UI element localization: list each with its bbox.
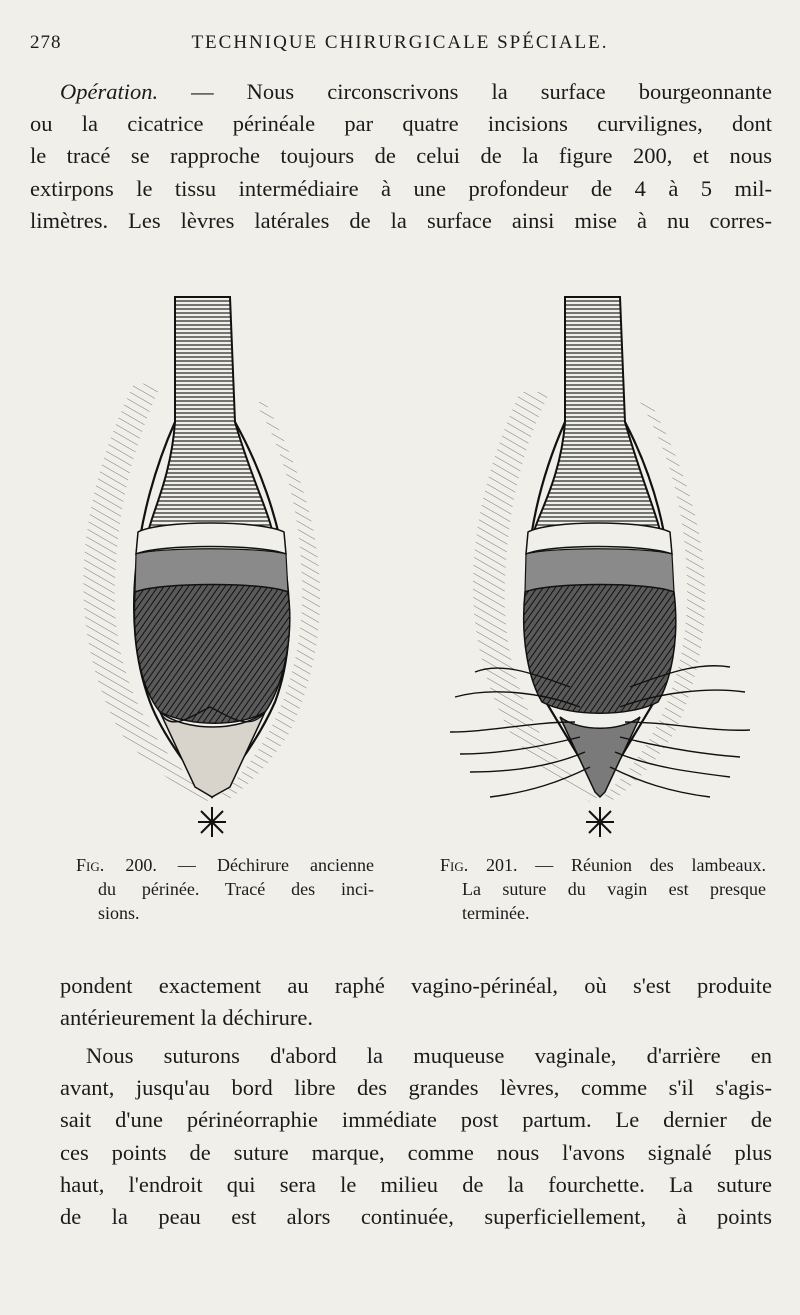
running-header bbox=[30, 32, 770, 58]
perineum-tear-engraving bbox=[40, 292, 380, 842]
text-line: antérieurement la déchirure. bbox=[60, 1005, 313, 1031]
text-line: pondent exactement au raphé vagino-périnéal, où s'est produite bbox=[60, 973, 772, 998]
figure-number: Fig. 200. bbox=[76, 855, 157, 875]
operation-heading: Opération. bbox=[60, 79, 159, 104]
caption-text: terminée. bbox=[462, 903, 530, 923]
text-line: extirpons le tissu intermédiaire à une profondeur de 4 à 5 mil- bbox=[30, 175, 772, 201]
figure-201-caption bbox=[440, 853, 766, 925]
text-line: ou la cicatrice périnéale par quatre incisions curvilignes, dont bbox=[30, 111, 772, 137]
figure-200-illustration bbox=[40, 292, 380, 842]
paragraph-operation bbox=[30, 76, 772, 237]
paragraph-continuation bbox=[60, 970, 772, 1034]
text-line: Nous suturons d'abord la muqueuse vaginale, d'arrière en bbox=[86, 1043, 772, 1068]
caption-text: du périnée. Tracé des inci- bbox=[98, 879, 374, 899]
text-line: limètres. Les lèvres latérales de la surface ainsi mise à nu corres- bbox=[30, 207, 772, 233]
text-line: sait d'une périnéorraphie immédiate post partum. Le dernier de bbox=[60, 1107, 772, 1133]
page-number: 278 bbox=[30, 32, 62, 53]
text-line: ces points de suture marque, comme nous l'avons signalé plus bbox=[60, 1139, 772, 1165]
text-line: haut, l'endroit qui sera le milieu de la fourchette. La suture bbox=[60, 1171, 772, 1197]
caption-text: La suture du vagin est presque bbox=[462, 879, 766, 899]
flaps-reunion-engraving bbox=[420, 292, 760, 842]
caption-text: sions. bbox=[98, 903, 140, 923]
figure-200-caption bbox=[76, 853, 374, 925]
caption-text: — Déchirure ancienne bbox=[177, 855, 375, 875]
figure-201-illustration bbox=[420, 292, 760, 842]
text-line: avant, jusqu'au bord libre des grandes lèvres, comme s'il s'agis- bbox=[60, 1075, 772, 1101]
caption-text: — Réunion des lambeaux. bbox=[535, 855, 767, 875]
running-title: TECHNIQUE CHIRURGICALE SPÉCIALE. bbox=[191, 32, 609, 53]
paragraph-suture bbox=[60, 1040, 772, 1233]
text-line: le tracé se rapproche toujours de celui de la figure 200, et nous bbox=[30, 143, 772, 169]
figure-number: Fig. 201. bbox=[440, 855, 518, 875]
text-line: de la peau est alors continuée, superficiellement, à points bbox=[60, 1204, 772, 1230]
text-line: — Nous circonscrivons la surface bourgeonnante bbox=[158, 79, 772, 104]
